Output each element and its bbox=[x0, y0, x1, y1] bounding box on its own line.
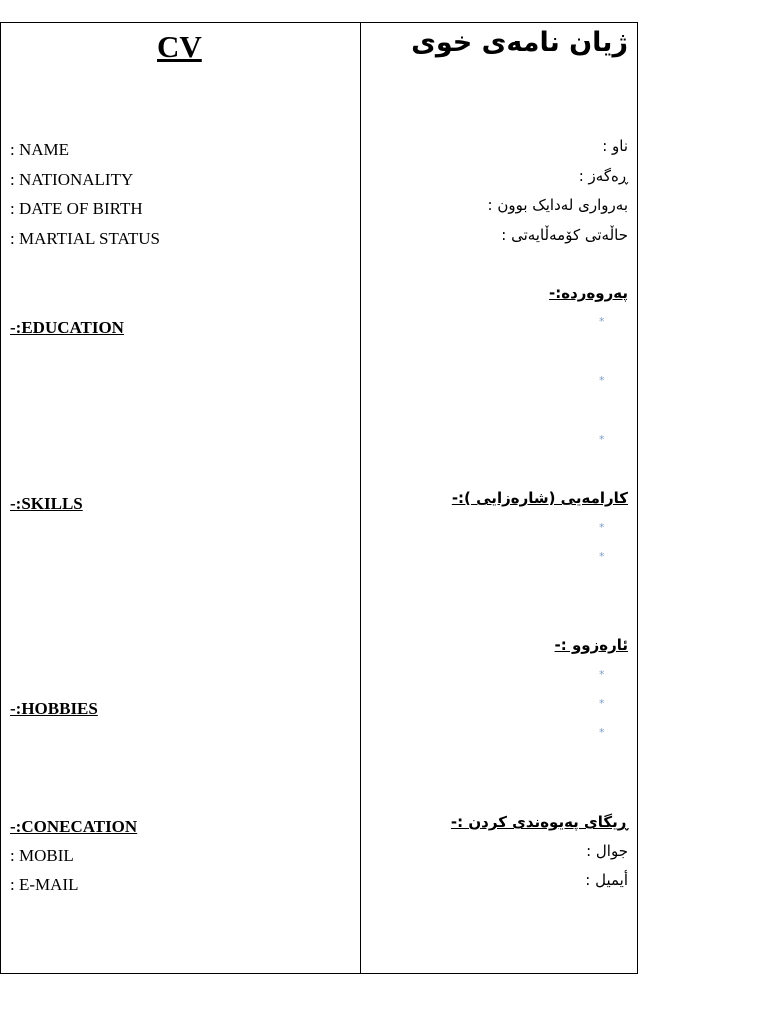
kurdish-email-label: أیمیل : bbox=[585, 871, 628, 889]
mobile-label: : MOBIL bbox=[10, 846, 74, 865]
hobbies-bullet-1: * bbox=[599, 668, 605, 681]
name-label: : NAME bbox=[10, 140, 70, 159]
kurdish-skills-heading: کارامەیی (شارەزایی ):- bbox=[451, 489, 628, 507]
kurdish-date-of-birth-label: بەرواری لەدایک بوون : bbox=[487, 196, 628, 214]
skills-bullet-1: * bbox=[599, 521, 605, 534]
column-divider bbox=[360, 23, 361, 973]
kurdish-cv-title: ژیان نامەی خوی bbox=[411, 27, 628, 58]
skills-bullet-2: * bbox=[599, 550, 605, 563]
kurdish-contact-heading: ڕیگای پەیوەندی کردن :- bbox=[450, 813, 628, 831]
education-bullet-1: * bbox=[599, 315, 605, 328]
nationality-label: : NATIONALITY bbox=[10, 170, 134, 189]
kurdish-hobbies-heading: ئارەزوو :- bbox=[554, 636, 628, 654]
education-heading: -:EDUCATION bbox=[10, 318, 124, 337]
education-bullet-2: * bbox=[599, 374, 605, 387]
hobbies-heading: -:HOBBIES bbox=[10, 699, 98, 718]
date-of-birth-label: : DATE OF BIRTH bbox=[10, 199, 143, 218]
contact-heading: -:CONECATION bbox=[10, 817, 138, 836]
kurdish-nationality-label: ڕەگەز : bbox=[578, 167, 628, 185]
hobbies-bullet-2: * bbox=[599, 697, 605, 710]
kurdish-marital-status-label: حاڵەتی کۆمەڵایەتی : bbox=[501, 226, 628, 244]
hobbies-bullet-3: * bbox=[599, 726, 605, 739]
kurdish-name-label: ناو : bbox=[602, 137, 628, 155]
skills-heading: -:SKILLS bbox=[10, 494, 83, 513]
kurdish-education-heading: پەروەردە:- bbox=[549, 284, 628, 302]
education-bullet-3: * bbox=[599, 433, 605, 446]
kurdish-mobile-label: جوال : bbox=[586, 842, 628, 860]
cv-title: CV bbox=[157, 29, 202, 64]
marital-status-label: : MARTIAL STATUS bbox=[10, 229, 160, 248]
email-label: : E-MAIL bbox=[10, 875, 79, 894]
cv-table bbox=[0, 22, 638, 974]
